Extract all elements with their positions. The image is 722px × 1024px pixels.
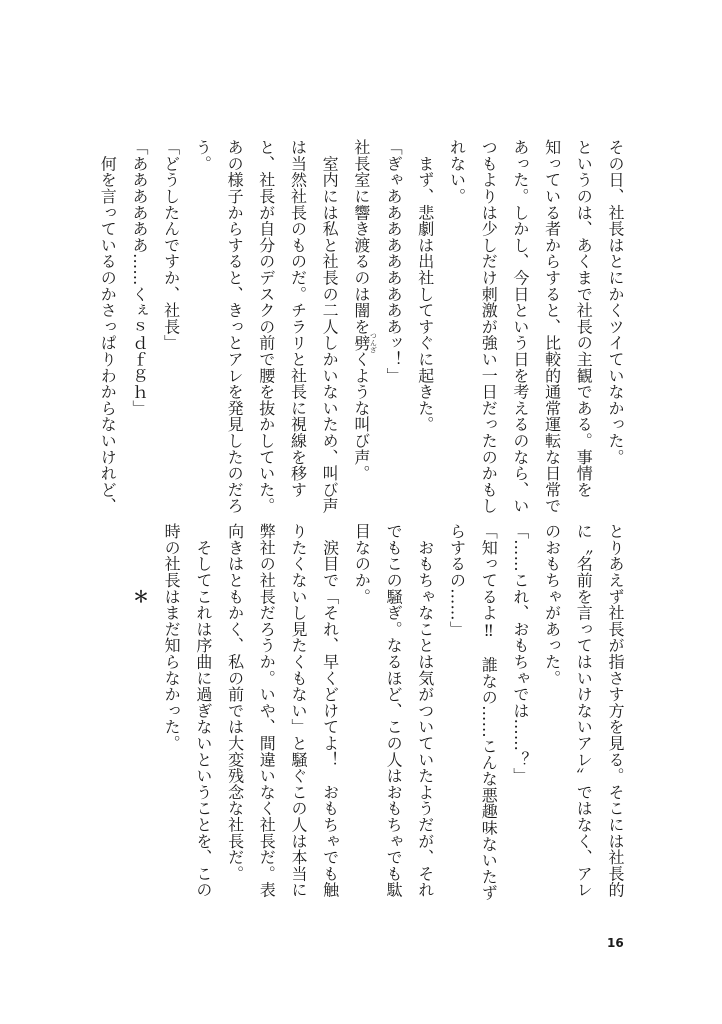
text-line: 時の社長はまだ知らなかった。 bbox=[162, 523, 182, 752]
text-line: とりあえず社長が指さす方を見る。そこには社長的 bbox=[606, 523, 625, 898]
text-line: らするの……」 bbox=[447, 523, 467, 638]
text-line: まず、悲劇は出社してすぐに起きた。 bbox=[415, 139, 435, 433]
text-line: あの様子からすると、きっとアレを発見したのだろ bbox=[225, 139, 245, 514]
text-line: おもちゃなことは気がついていたようだが、それ bbox=[415, 523, 435, 898]
text-line: 目なのか。 bbox=[352, 523, 372, 605]
text-line: その日、社長はとにかくツイていなかった。 bbox=[606, 139, 625, 465]
text-line: 「ぎゃあああああああああッ！」 bbox=[384, 139, 404, 384]
ruby-text: つんざ bbox=[369, 331, 378, 354]
text-line: う。 bbox=[193, 139, 213, 172]
text-segment: くような叫び声。 bbox=[351, 350, 371, 482]
text-line: に〝名前を言ってはいけないアレ〟ではなく、アレ bbox=[574, 523, 594, 898]
text-line: 知っている者からすると、比較的通常運転な日常で bbox=[542, 139, 562, 514]
text-line bbox=[345, 139, 377, 524]
text-line: というのは、あくまで社長の主観である。事情を bbox=[574, 139, 594, 498]
text-line: 室内には私と社長の二人しかいないため、叫び声 bbox=[320, 139, 340, 514]
text-line: れない。 bbox=[447, 139, 467, 205]
text-line: でもこの騒ぎ。なるほど、この人はおもちゃでも駄 bbox=[384, 523, 404, 898]
text-line: 「……これ、おもちゃでは……？」 bbox=[510, 523, 530, 784]
ruby-base: 劈 bbox=[351, 331, 371, 354]
text-line: つもよりは少しだけ刺激が強い一日だったのかもし bbox=[479, 139, 499, 514]
text-block-upper bbox=[91, 139, 631, 524]
text-block-lower bbox=[91, 523, 631, 908]
text-line: と、社長が自分のデスクの前で腰を抜かしていた。 bbox=[256, 139, 276, 514]
ruby-annotation bbox=[351, 331, 378, 354]
text-line: 「知ってるよ‼ 誰なの……こんな悪趣味ないたず bbox=[479, 523, 499, 901]
text-line: ＊ bbox=[130, 523, 150, 605]
text-line: 向きはともかく、私の前では大変残念な社長だ。 bbox=[225, 523, 245, 882]
text-line: りたくないし見たくもない」と騒ぐこの人は本当に bbox=[288, 523, 308, 898]
text-line: 何を言っているのかさっぱりわからないけれど、 bbox=[98, 139, 118, 514]
text-line: 涙目で「それ、早くどけてよ！ おもちゃでも触 bbox=[320, 523, 340, 898]
text-line: 「どうしたんですか、社長」 bbox=[161, 139, 181, 351]
text-line: は当然社長のものだ。チラリと社長に視線を移す bbox=[288, 139, 308, 498]
text-line: あった。しかし、今日という日を考えるのなら、い bbox=[510, 139, 530, 514]
text-segment: 社長室に響き渡るのは闇を bbox=[351, 139, 371, 335]
text-line: そしてこれは序曲に過ぎないということを、この bbox=[193, 523, 213, 898]
text-line: 弊社の社長だろうか。いや、間違いなく社長だ。表 bbox=[257, 523, 277, 898]
text-line: のおもちゃがあった。 bbox=[542, 523, 562, 686]
text-line: 「ああああああ……くぇｓｄｆｇｈ」 bbox=[129, 139, 149, 417]
page-number: 16 bbox=[607, 936, 624, 950]
